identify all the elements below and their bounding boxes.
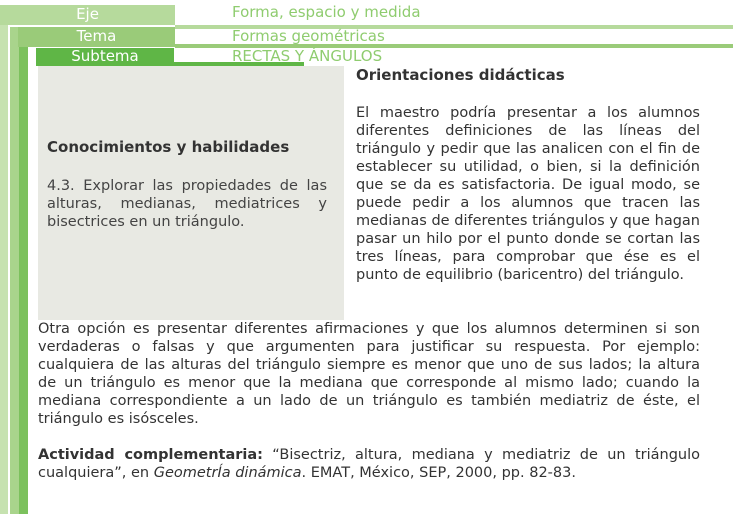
orientaciones-title: Orientaciones didácticas — [356, 66, 565, 84]
decorative-stripe — [0, 25, 8, 514]
conocimientos-text: 4.3. Explorar las propiedades de las alturas, medianas, mediatrices y bisectrices en un triángulo. — [47, 178, 327, 230]
orientaciones-continuation: Otra opción es presentar diferentes afirmaciones y que los alumnos determinen si son verdaderas o falsas y que argumenten para justificar su respuesta. Por ejemplo: cualquiera de las alturas del triángulo siempre es menor que uno de sus lados; la altura de un triángulo es menor que la mediana que corresponde al mismo lado; cuando la mediana correspondiente a un lado de un triángulo es también mediatriz de éste, el triángulo es isósceles. — [38, 321, 700, 427]
tema-label: Tema — [18, 27, 175, 47]
actividad-text-before: “Bisectriz, altura, mediana y mediatriz de un triángulo cualquiera”, en — [38, 447, 700, 481]
eje-value: Forma, espacio y medida — [232, 3, 421, 21]
eje-label: Eje — [0, 5, 175, 25]
actividad-text-after: . EMAT, México, SEP, 2000, pp. 82-83. — [301, 465, 576, 481]
tema-value: Formas geométricas — [232, 27, 385, 45]
decorative-stripe — [10, 27, 19, 514]
subtema-label: Subtema — [36, 48, 174, 66]
conocimientos-title: Conocimientos y habilidades — [47, 138, 290, 156]
decorative-stripe — [19, 47, 28, 514]
actividad-complementaria — [38, 446, 700, 482]
actividad-book-title: GeometrÍa dinámica — [153, 465, 302, 481]
orientaciones-text: El maestro podría presentar a los alumnos diferentes definiciones de las líneas del triángulo y pedir que las analicen con el fin de establecer su utilidad, o bien, si la definición que se da es satisfactoria. De igual modo, se puede pedir a los alumnos que tracen las medianas de diferentes triángulos y que hagan pasar un hilo por el punto donde se cortan las tres líneas, para comprobar que ése es el punto de equilibrio (baricentro) del triángulo. — [356, 105, 700, 283]
actividad-label: Actividad complementaria: — [38, 447, 263, 463]
subtema-value: RECTAS Y ÁNGULOS — [232, 47, 383, 65]
